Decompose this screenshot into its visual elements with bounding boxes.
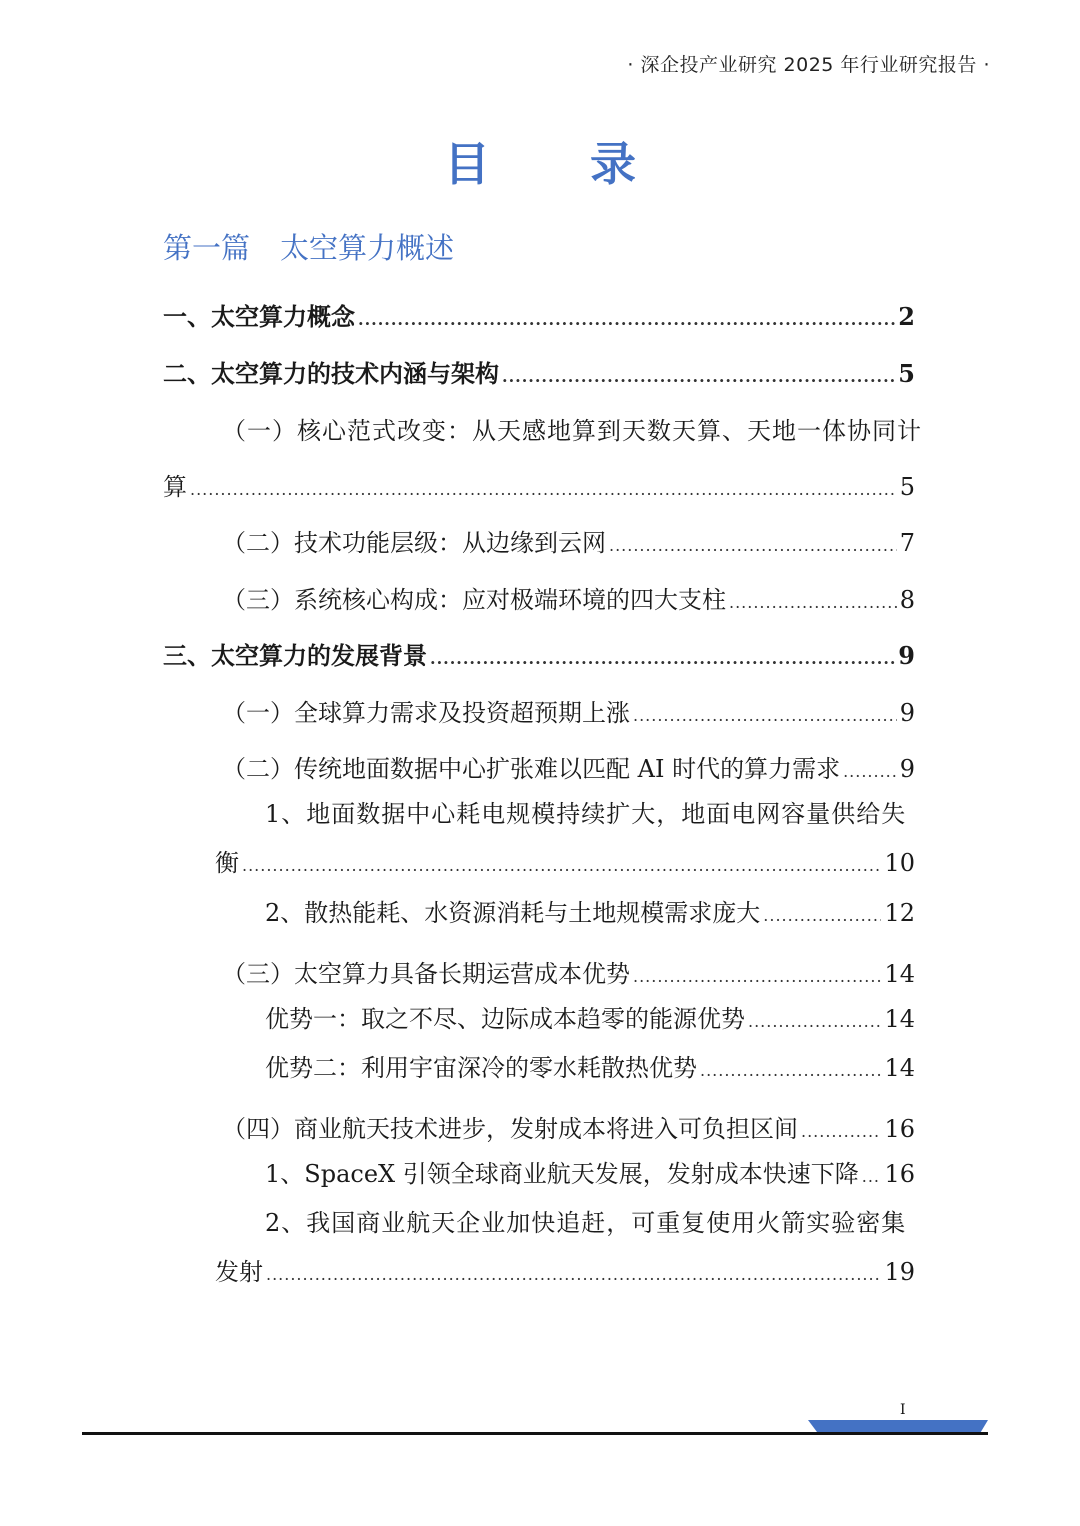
toc-title: 目 录 xyxy=(443,137,678,191)
toc-entry-3-4-2[interactable] xyxy=(215,1252,915,1288)
toc-entry-label: （三）太空算力具备长期运营成本优势 xyxy=(222,960,630,988)
toc-entry-3-2-1-first-line[interactable]: 1、地面数据中心耗电规模持续扩大，地面电网容量供给失 xyxy=(265,800,907,828)
toc-entry-section-1[interactable] xyxy=(163,297,915,333)
toc-entry-label: （三）系统核心构成：应对极端环境的四大支柱 xyxy=(222,586,726,614)
toc-entry-2-3[interactable] xyxy=(222,580,915,616)
toc-entry-3-2[interactable] xyxy=(222,749,915,785)
toc-entry-page: 14 xyxy=(884,1054,915,1082)
toc-entry-label: 1、SpaceX 引领全球商业航天发展，发射成本快速下降 xyxy=(265,1160,859,1188)
toc-entry-2-2[interactable] xyxy=(222,523,915,559)
toc-entry-label: （二）传统地面数据中心扩张难以匹配 AI 时代的算力需求 xyxy=(222,755,841,783)
toc-entry-page: 14 xyxy=(884,960,915,988)
toc-entry-page: 7 xyxy=(899,529,915,557)
toc-entry-section-2[interactable] xyxy=(163,354,915,390)
toc-entry-label: 2、散热能耗、水资源消耗与土地规模需求庞大 xyxy=(265,899,761,927)
toc-entry-page: 5 xyxy=(898,359,915,388)
dot-leader xyxy=(843,762,897,781)
toc-entry-2-1[interactable] xyxy=(163,467,915,503)
dot-leader xyxy=(190,480,897,499)
part-heading[interactable] xyxy=(163,226,454,267)
dot-leader xyxy=(729,593,897,612)
toc-entry-label: 算 xyxy=(163,473,187,501)
toc-entry-3-4[interactable] xyxy=(222,1109,915,1145)
dot-leader xyxy=(763,906,881,925)
toc-entry-page: 9 xyxy=(898,641,915,670)
report-header: · 深企投产业研究 2025 年行业研究报告 · xyxy=(627,54,990,76)
toc-entry-label: 二、太空算力的技术内涵与架构 xyxy=(163,359,499,388)
toc-entry-label: 优势二：利用宇宙深冷的零水耗散热优势 xyxy=(265,1054,697,1082)
toc-entry-3-2-2[interactable] xyxy=(265,893,915,929)
toc-entry-label: 衡 xyxy=(215,849,239,877)
toc-entry-3-3-advantage-2[interactable] xyxy=(265,1048,915,1084)
footer-rule xyxy=(82,1432,988,1435)
toc-entry-label: 发射 xyxy=(215,1258,263,1286)
dot-leader xyxy=(358,310,895,329)
dot-leader xyxy=(609,536,897,555)
part-number: 第一篇 xyxy=(163,231,251,265)
toc-entry-page: 2 xyxy=(898,302,915,331)
toc-entry-page: 16 xyxy=(884,1115,915,1143)
toc-entry-label: 优势一：取之不尽、边际成本趋零的能源优势 xyxy=(265,1005,745,1033)
toc-entry-page: 8 xyxy=(899,586,915,614)
dot-leader xyxy=(801,1122,881,1141)
toc-entry-3-4-1[interactable] xyxy=(265,1154,915,1190)
toc-entry-page: 14 xyxy=(884,1005,915,1033)
dot-leader xyxy=(633,706,897,725)
toc-entry-page: 9 xyxy=(899,699,915,727)
toc-entry-3-4-2-first-line[interactable]: 2、我国商业航天企业加快追赶，可重复使用火箭实验密集 xyxy=(265,1209,907,1237)
toc-entry-2-1-first-line[interactable]: （一）核心范式改变：从天感地算到天数天算、天地一体协同计 xyxy=(222,417,922,445)
dot-leader xyxy=(700,1061,881,1080)
toc-entry-label: 三、太空算力的发展背景 xyxy=(163,641,427,670)
dot-leader xyxy=(862,1167,882,1186)
dot-leader xyxy=(633,967,881,986)
toc-entry-3-3[interactable] xyxy=(222,954,915,990)
part-title-text: 太空算力概述 xyxy=(280,231,455,265)
dot-leader xyxy=(748,1012,881,1031)
toc-entry-page: 19 xyxy=(884,1258,915,1286)
toc-entry-label: （四）商业航天技术进步，发射成本将进入可负担区间 xyxy=(222,1115,798,1143)
toc-entry-section-3[interactable] xyxy=(163,636,915,672)
dot-leader xyxy=(430,649,895,668)
toc-entry-page: 5 xyxy=(899,473,915,501)
footer-accent-bar xyxy=(808,1420,988,1432)
dot-leader xyxy=(502,367,895,386)
toc-entry-page: 16 xyxy=(884,1160,915,1188)
toc-entry-label: （二）技术功能层级：从边缘到云网 xyxy=(222,529,606,557)
dot-leader xyxy=(242,856,881,875)
toc-entry-3-2-1[interactable] xyxy=(215,843,915,879)
dot-leader xyxy=(266,1265,881,1284)
toc-entry-3-1[interactable] xyxy=(222,693,915,729)
toc-entry-label: 一、太空算力概念 xyxy=(163,302,355,331)
toc-entry-page: 9 xyxy=(899,755,915,783)
toc-entry-page: 12 xyxy=(884,899,915,927)
toc-entry-page: 10 xyxy=(884,849,915,877)
toc-entry-label: （一）全球算力需求及投资超预期上涨 xyxy=(222,699,630,727)
page-number: I xyxy=(900,1402,906,1418)
toc-entry-3-3-advantage-1[interactable] xyxy=(265,999,915,1035)
